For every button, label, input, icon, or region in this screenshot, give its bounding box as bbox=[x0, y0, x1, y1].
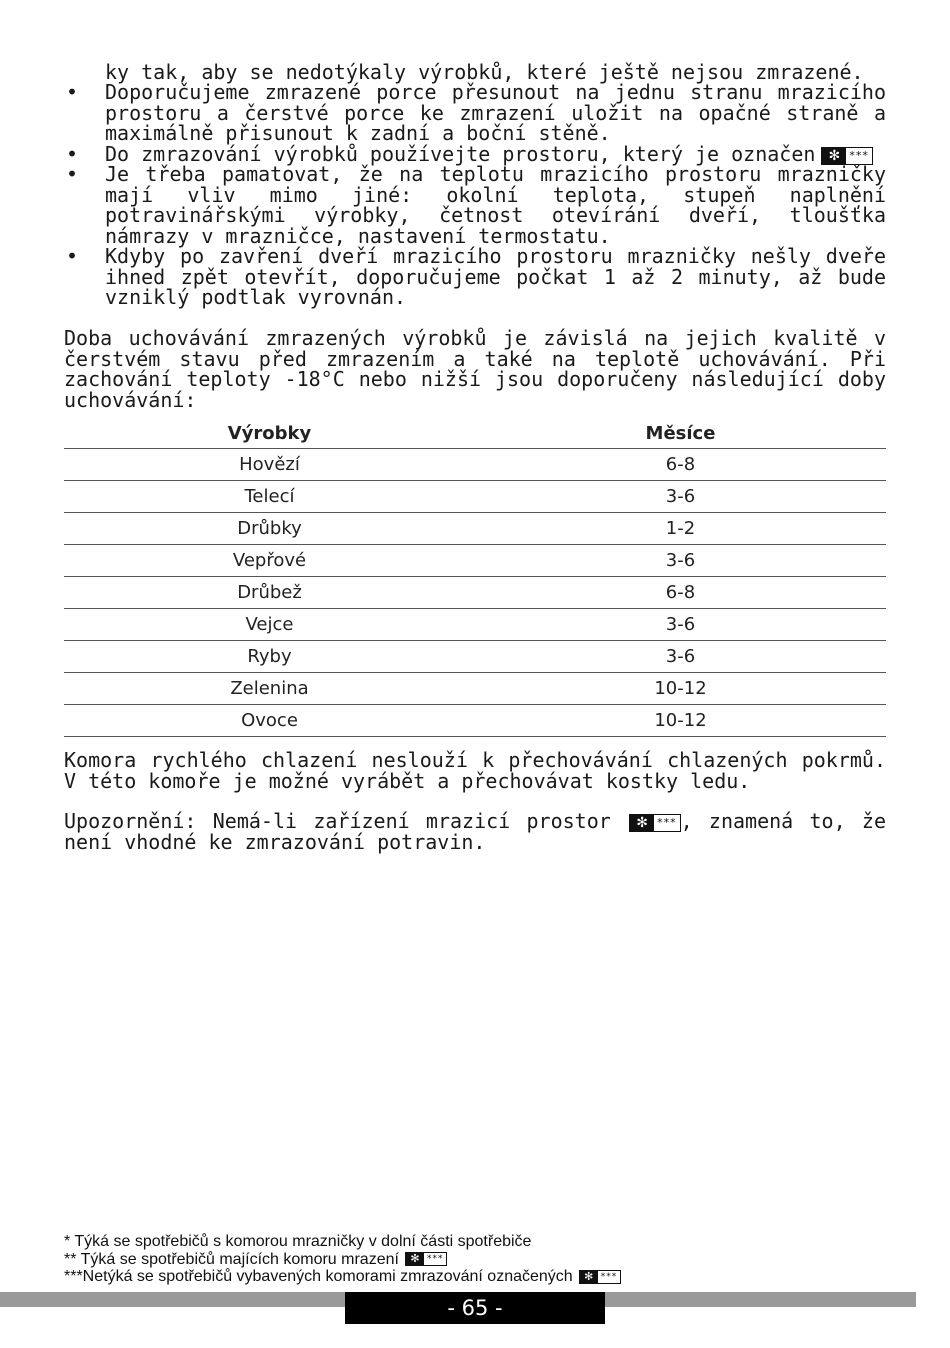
bullet-icon: • bbox=[66, 142, 79, 166]
list-item-text: Doporučujeme zmrazené porce přesunout na jednu stranu mrazicího prostoru a čerstvé porce ke zmrazení uložit na opačné straně a maximálně přisunout k zadní a boční stěně. bbox=[105, 80, 886, 145]
list-item-text: Je třeba pamatovat, že na teplotu mrazicího prostoru mrazničky mají vliv mimo jiné: okolní teplota, stupeň naplnění potravinářskými výrobky, četnost otevírání dveří, tloušťka námrazy v mrazničce, nastavení termostatu. bbox=[105, 162, 886, 248]
table-row bbox=[64, 641, 886, 673]
footnote-text: ** Týká se spotřebičů majících komoru mrazení bbox=[64, 1250, 399, 1268]
list-item-text: Do zmrazování výrobků používejte prostoru, který je označen bbox=[105, 142, 816, 166]
snowflake-icon: ✻ bbox=[822, 148, 846, 164]
months-cell: 3-6 bbox=[475, 545, 886, 577]
bullet-icon: • bbox=[66, 162, 79, 186]
list-item bbox=[64, 144, 886, 164]
product-cell: Ovoce bbox=[64, 705, 475, 737]
footnotes bbox=[64, 1233, 886, 1286]
snowflake-icon: ✻ bbox=[630, 815, 654, 831]
continuation-text: ky tak, aby se nedotýkaly výrobků, které ještě nejsou zmrazené. bbox=[105, 60, 864, 84]
footnote-text: * Týká se spotřebičů s komorou mrazničky v dolní části spotřebiče bbox=[64, 1233, 532, 1250]
warning-paragraph bbox=[64, 811, 886, 852]
freezer-star-badge bbox=[405, 1252, 448, 1266]
footnote bbox=[64, 1251, 886, 1269]
warning-text-end: , znamená to, že není vhodné ke zmrazování potravin. bbox=[64, 809, 886, 854]
table-header-row bbox=[64, 418, 886, 449]
months-cell: 6-8 bbox=[475, 577, 886, 609]
page-number: - 65 - bbox=[345, 1292, 605, 1324]
freezer-star-badge bbox=[629, 814, 681, 832]
list-item-text: Kdyby po zavření dveří mrazicího prostoru mrazničky nešly dveře ihned zpět otevřít, doporučujeme počkat 1 až 2 minuty, až bude vzniklý podtlak vyrovnán. bbox=[105, 244, 886, 309]
table-row bbox=[64, 545, 886, 577]
footnote bbox=[64, 1233, 886, 1251]
chamber-paragraph: Komora rychlého chlazení neslouží k přechovávání chlazených pokrmů. V této komoře je možné vyrábět a přechovávat kostky ledu. bbox=[64, 748, 886, 793]
footnote bbox=[64, 1268, 886, 1286]
bullet-icon: • bbox=[66, 80, 79, 104]
freezer-star-badge bbox=[579, 1270, 622, 1284]
product-cell: Drůbež bbox=[64, 577, 475, 609]
stars-icon: *** bbox=[849, 148, 869, 162]
table-row bbox=[64, 609, 886, 641]
instructions-list bbox=[64, 82, 886, 308]
list-item bbox=[64, 246, 886, 308]
list-item bbox=[64, 82, 886, 144]
months-cell: 10-12 bbox=[475, 705, 886, 737]
table-row bbox=[64, 577, 886, 609]
product-cell: Vepřové bbox=[64, 545, 475, 577]
list-item bbox=[64, 164, 886, 246]
months-cell: 3-6 bbox=[475, 481, 886, 513]
table-row bbox=[64, 449, 886, 481]
bullet-icon: • bbox=[66, 244, 79, 268]
product-cell: Drůbky bbox=[64, 513, 475, 545]
product-cell: Hovězí bbox=[64, 449, 475, 481]
table-row bbox=[64, 673, 886, 705]
months-cell: 10-12 bbox=[475, 673, 886, 705]
months-cell: 1-2 bbox=[475, 513, 886, 545]
months-cell: 6-8 bbox=[475, 449, 886, 481]
column-header-products: Výrobky bbox=[64, 418, 475, 449]
stars-icon: *** bbox=[600, 1271, 618, 1282]
product-cell: Vejce bbox=[64, 609, 475, 641]
months-cell: 3-6 bbox=[475, 641, 886, 673]
storage-time-table bbox=[64, 418, 886, 737]
table-row bbox=[64, 513, 886, 545]
stars-icon: *** bbox=[657, 815, 677, 829]
storage-paragraph: Doba uchovávání zmrazených výrobků je závislá na jejich kvalitě v čerstvém stavu před zmrazením a také na teplotě uchovávání. Při zachování teploty -18°C nebo nižší jsou doporučeny následující doby uchovávání: bbox=[64, 326, 886, 412]
snowflake-icon: ✻ bbox=[406, 1253, 424, 1265]
table-row bbox=[64, 481, 886, 513]
snowflake-icon: ✻ bbox=[580, 1271, 598, 1283]
months-cell: 3-6 bbox=[475, 609, 886, 641]
footnote-text: ***Netýká se spotřebičů vybavených komorami zmrazování označených bbox=[64, 1268, 573, 1285]
product-cell: Telecí bbox=[64, 481, 475, 513]
table-row bbox=[64, 705, 886, 737]
product-cell: Zelenina bbox=[64, 673, 475, 705]
product-cell: Ryby bbox=[64, 641, 475, 673]
stars-icon: *** bbox=[426, 1254, 444, 1265]
column-header-months: Měsíce bbox=[475, 418, 886, 449]
warning-text-start: Upozornění: Nemá-li zařízení mrazicí prostor bbox=[64, 809, 611, 833]
